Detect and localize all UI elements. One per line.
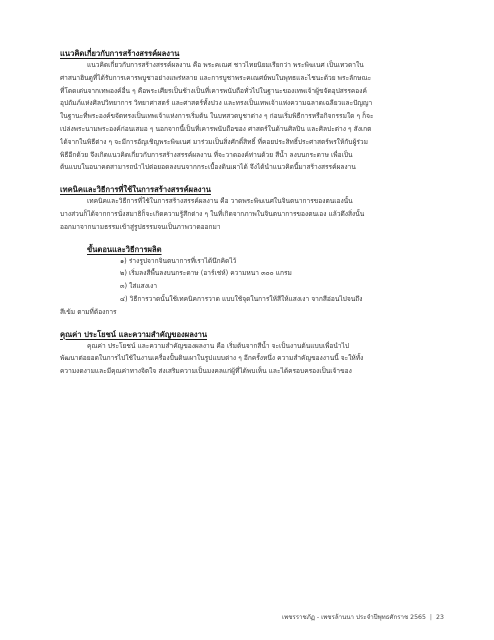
section-heading: ขั้นตอนและวิธีการผลิต bbox=[87, 244, 162, 254]
section-heading: เทคนิคและวิธีการที่ใช้ในการสร้างสรรค์ผลงาน bbox=[60, 185, 211, 195]
section-concept bbox=[60, 48, 447, 174]
section-heading: คุณค่า ประโยชน์ และความสำคัญของผลงาน bbox=[60, 329, 208, 339]
section-heading: แนวคิดเกี่ยวกับการสร้างสรรค์ผลงาน bbox=[60, 49, 180, 58]
paragraph-line: ที่โดดเด่นจากเทพองค์อื่น ๆ คือพระเศียรเป็นช้างเป็นที่เคารพนับถือทั่วไปในฐานะของเทพเจ้าผู้ขจัดอุปสรรคองค์ bbox=[60, 86, 367, 95]
step-item: ๓) ใส่แสงเงา bbox=[120, 282, 158, 291]
page-footer bbox=[282, 614, 452, 622]
paragraph-line: พัฒนาต่อยอดในการไปใช้ในงานเครื่องปั้นดินเผาในรูปแบบต่าง ๆ อีกครั้งหนึ่ง ความสำคัญของงานนี้ จะให้ทั้ง bbox=[60, 354, 364, 363]
footer-title: เพชรราชภัฏ - เพชรล้านนา ประจำปีพุทธศักราช 2565 bbox=[282, 614, 426, 621]
section-paragraph bbox=[60, 340, 447, 378]
paragraph-line: ความงดงามและมีคุณค่าทางจิตใจ ส่งเสริมความเป็นมงคลแก่ผู้ที่ได้พบเห็น และได้ครอบครองเป็นเจ้าของ bbox=[60, 367, 352, 376]
step-item: ๒) เริ่มลงสีพื้นลงบนกระดาษ (อาร์เช่ห์) ความหนา ๓๐๐ แกรม bbox=[120, 269, 292, 278]
section-value-benefits bbox=[60, 329, 447, 378]
steps-list bbox=[60, 255, 447, 319]
paragraph-line: ออกมาจากนามธรรมเข้าสู่รูปธรรมจนเป็นภาพวาดออกมา bbox=[60, 222, 221, 231]
paragraph-line: คุณค่า ประโยชน์ และความสำคัญของผลงาน คือ เริ่มต้นจากสีน้ำ จะเป็นงานต้นแบบเพื่อนำไป bbox=[87, 341, 350, 350]
paragraph-line: เทคนิคและวิธีการที่ใช้ในการสร้างสรรค์ผลงาน คือ วาดพระพิฆเนศในจินตนาการของตนเองนั้น bbox=[87, 197, 353, 206]
paragraph-line: ได้จากในพิธีต่าง ๆ จะมีการอัญเชิญพระพิฆเนศ มาร่วมเป็นสิ่งศักดิ์สิทธิ์ ที่คอยประสิทธิ์ประศาสตร์พรให้กับผู้ร่วม bbox=[60, 137, 368, 146]
paragraph-line: พิธีอีกด้วย จึงเกิดแนวคิดเกี่ยวกับการสร้างสรรค์ผลงาน ที่จะวาดองค์ท่านด้วย สีน้ำ ลงบนกระดาษ เพื่อเป็น bbox=[60, 150, 353, 159]
paragraph-line: ศาสนาฮินดูที่ได้รับการเคารพบูชาอย่างแพร่หลาย และการบูชาพระคเณศย์พบในพุทธและไชนะด้วย พระลักษณะ bbox=[60, 73, 372, 82]
step-item: ๑) ร่างรูปจากจินตนาการที่เราได้นึกคิดไว้ bbox=[120, 256, 237, 265]
paragraph-line: บางส่วนก็ได้จากการนั่งสมาธิก็จะเกิดความรู้สึกต่าง ๆ ในที่เกิดจากภาพในจินตนาการของตนเอง แล้วดึงสิ่งนั้น bbox=[60, 209, 365, 218]
document-body bbox=[60, 48, 447, 378]
paragraph-line: เปล่งพระนามพระองค์ก่อนเสมอ ๆ นอกจากนี้เป็นที่เคารพนับถือของ ศาสตร์ในด้านศิลปิน และศิลปะต่าง ๆ สังเกต bbox=[60, 124, 372, 133]
section-techniques bbox=[60, 184, 447, 233]
page-number: 23 bbox=[436, 614, 444, 621]
section-paragraph bbox=[60, 59, 447, 174]
section-production-steps bbox=[60, 244, 447, 319]
step-continuation: สีเข้ม ตามที่ต้องการ bbox=[60, 307, 117, 316]
paragraph-line: ต้นแบบในอนาคตสามารถนำไปต่อยอดลงบนจากกระเบื้องดินเผาได้ จึงได้นำแนวคิดนี้มาสร้างสรรค์ผลงาน bbox=[60, 163, 356, 172]
section-paragraph bbox=[60, 195, 447, 233]
paragraph-line: แนวคิดเกี่ยวกับการสร้างสรรค์ผลงาน คือ พระคเณศ ชาวไทยนิยมเรียกว่า พระพิฆเนศ เป็นเทวดาใน bbox=[87, 61, 364, 69]
paragraph-line: ในฐานะที่พระองค์ขจัดทรงเป็นเทพเจ้าแห่งการเริ่มต้น ในบทสวดบูชาต่าง ๆ ก่อนเริ่มพิธีการหรือกิจกรรมใด ๆ ก็จะ bbox=[60, 112, 374, 121]
paragraph-line: อุปถัมภ์แห่งศิลปวิทยาการ วิทยาศาสตร์ และศาสตร์ทั้งปวง และทรงเป็นเทพเจ้าแห่งความฉลาดเฉลียวและปัญญา bbox=[60, 99, 373, 108]
step-item: ๔) วิธีการวาดนั้นใช้เทคนิคการวาด แบบใช้จุดในการให้สีให้แสงเงา จากสีอ่อนไปจนถึง bbox=[120, 294, 363, 303]
footer-separator: | bbox=[429, 614, 433, 621]
